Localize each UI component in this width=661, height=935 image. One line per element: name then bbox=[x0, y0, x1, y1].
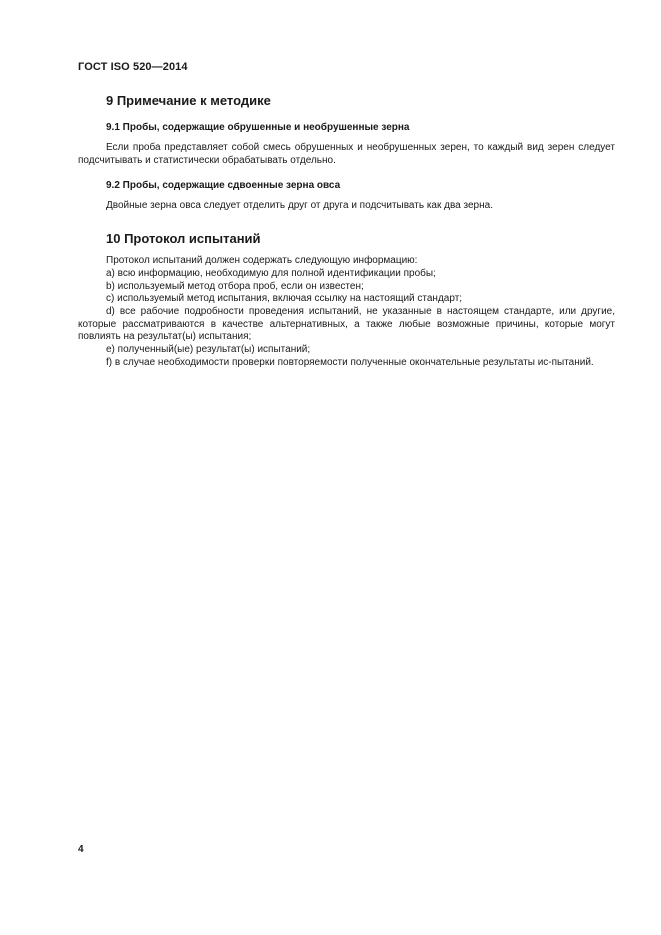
subsection-9-1-heading: 9.1 Пробы, содержащие обрушенные и необрушенные зерна bbox=[106, 122, 410, 133]
list-item-c: с) используемый метод испытания, включая ссылку на настоящий стандарт; bbox=[106, 293, 463, 305]
page-number: 4 bbox=[78, 844, 84, 855]
list-item-e: е) полученный(ые) результат(ы) испытаний; bbox=[106, 344, 311, 356]
list-item-a: а) всю информацию, необходимую для полной идентификации пробы; bbox=[106, 267, 436, 279]
section-10-intro: Протокол испытаний должен содержать следующую информацию: bbox=[106, 255, 418, 267]
section-10-heading: 10 Протокол испытаний bbox=[106, 231, 261, 247]
document-header: ГОСТ ISO 520—2014 bbox=[78, 61, 188, 73]
list-item-f: f) в случае необходимости проверки повторяемости полученные окончательные результаты ис-пытаний. bbox=[106, 356, 594, 368]
section-9-heading: 9 Примечание к методике bbox=[106, 93, 271, 108]
list-item-b: b) используемый метод отбора проб, если он известен; bbox=[106, 280, 364, 292]
list-item-d: d) все рабочие подробности проведения испытаний, не указанные в настоящем стандарте, или другие, которые рассматриваются в качестве альтернативных, а также любые возможные причины, которые могут повлиять на результат(ы) испытания; bbox=[78, 305, 615, 343]
subsection-9-1-text: Если проба представляет собой смесь обрушенных и необрушенных зерен, то каждый вид зерен следует подсчитывать и статистически обрабатывать отдельно. bbox=[78, 142, 615, 166]
page-content bbox=[78, 93, 615, 369]
subsection-9-2-text: Двойные зерна овса следует отделить друг от друга и подсчитывать как два зерна. bbox=[106, 200, 493, 212]
subsection-9-2-heading: 9.2 Пробы, содержащие сдвоенные зерна овса bbox=[106, 180, 341, 192]
